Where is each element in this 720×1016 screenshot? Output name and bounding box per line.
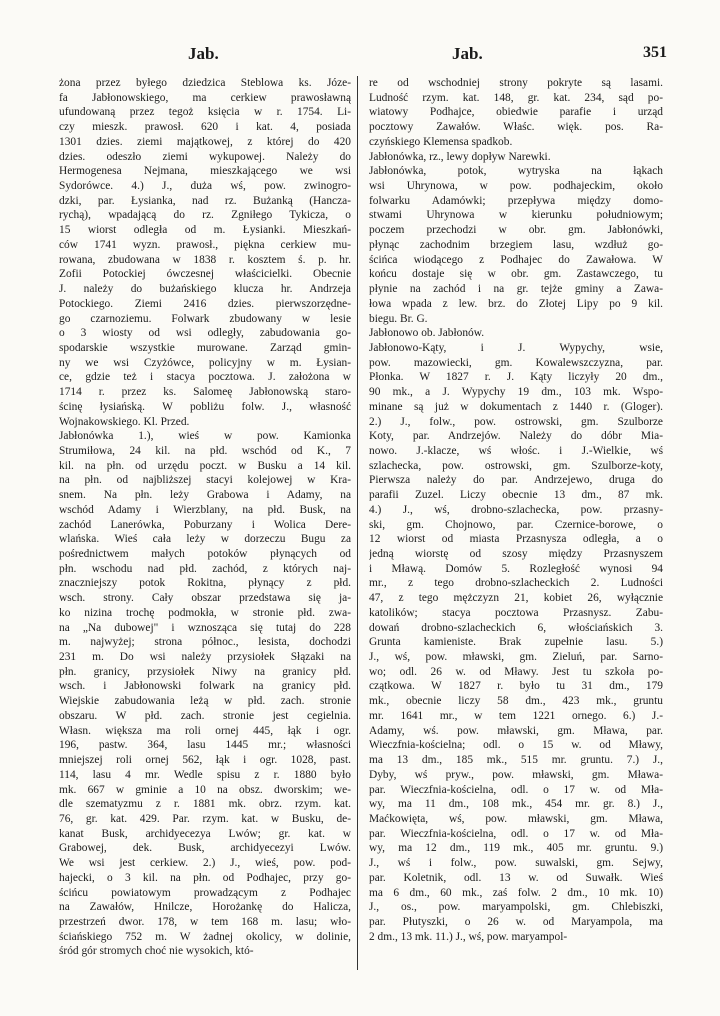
text-line: ścinę łysiańską. W pobliżu folw. J., własność [59, 400, 351, 413]
text-line: wsch. strony. Cały obszar przedstawa się ja- [59, 592, 351, 605]
text-line: Grabowej, dek. Busk, archidyecezyi Lwów. [59, 842, 351, 855]
text-line: spodarskie wszystkie murowane. Zarząd gmin- [59, 341, 351, 354]
text-line: Wieczfnia-kościelna; odl. o 15 w. od Mławy, [369, 739, 663, 752]
text-line: znaczniejszy potok Rokitna, płynący z płd. [59, 577, 351, 590]
text-line: par. Koletnik, odl. 13 w. od Suwałk. Wieś [369, 871, 663, 884]
text-line: mr. 1641 mr., w tem 1221 ornego. 6.) J.- [369, 709, 663, 722]
text-line: katolików; stacya pocztowa Przasnysz. Zabu- [369, 606, 663, 619]
text-line: J. należy do bużańskiego klucza hr. Andrzeja [59, 283, 351, 296]
text-line: 15 wiorst odległa od m. Łysianki. Mieszkań- [59, 224, 351, 237]
text-line: rowana, zbudowana w 1838 r. kosztem ś. p. hr. [59, 253, 351, 266]
text-line: Jabłonowo ob. Jabłonów. [369, 327, 485, 340]
text-line: 90 mk., a J. Wypychy 19 dm., 103 mk. Wspo- [369, 386, 663, 399]
text-line: par. Płutyszki, o 26 w. od Maryampola, ma [369, 915, 663, 928]
text-line: Grunta kamieniste. Brak zupełnie lasu. 5.) [369, 636, 663, 649]
text-line: dzies. odeszło ziemi wykupowej. Należy do [59, 150, 351, 163]
text-line: na Zawałów, Hnilcze, Horożankę do Halicza, [59, 901, 351, 914]
text-line: mk., obecnie liczy 58 dm., 423 mk., gruntu [369, 695, 663, 708]
text-line: 1714 r. przez ks. Salomeę Jabłonowską staro- [59, 386, 351, 399]
text-line: fa Jabłonowskiego, ma cerkiew prawosławną [59, 91, 351, 104]
text-line: Jabłonówka 1.), wieś w pow. Kamionka [59, 430, 351, 443]
text-line: hajecki, o 3 kil. na płn. od Podhajec, przy go- [59, 871, 351, 884]
text-line: łowa wpada z lew. brz. do Złotej Lipy po 9 kil. [369, 297, 663, 310]
text-line: śród gór stromych choć nie wysokich, któ- [59, 945, 254, 958]
text-line: płynąc zachodnim brzegiem lasu, wzdłuż go- [369, 238, 663, 251]
right-column [369, 76, 663, 944]
page-number: 351 [643, 44, 667, 61]
text-line: żona przez byłego dziedzica Steblowa ks. Józe- [59, 77, 351, 89]
text-line: wo; odl. 26 w. od Mławy. Jest tu szkoła po- [369, 665, 663, 678]
text-line: 76, gr. kat. 429. Par. rzym. kat. w Busku, de- [59, 812, 351, 825]
text-line: ko nizina trochę podmokła, w stronie płd. zwa- [59, 606, 351, 619]
text-line: 231 m. Do wsi należy przysiołek Słązaki na [59, 651, 351, 664]
text-line: parafii Zuzel. Liczy obecnie 13 dm., 87 mk. [369, 489, 663, 502]
text-line: minane są już w dokumentach z 1440 r. (Gloger). [369, 400, 663, 413]
text-line: ma 13 dm., 185 mk., 515 mr. gruntu. 7.) J., [369, 754, 663, 767]
text-line: mr., z tego drobno-szlacheckich 2. Ludności [369, 577, 663, 590]
text-line: 114, lasu 4 mr. Wedle spisu z r. 1880 było [59, 768, 351, 781]
text-line: folwarku Adamówki; przepływa między domo- [369, 194, 663, 207]
text-line: mniejszej roli ornej 562, łąk i ogr. 1028, past. [59, 754, 351, 767]
text-line: przestrzeń dwor. 178, w tem 168 m. lasu; wło- [59, 915, 351, 928]
text-line: biegu. Br. G. [369, 312, 428, 325]
text-line: ma 6 dm., 60 mk., zaś folw. 2 dm., 10 mk. 10) [369, 886, 663, 899]
text-line: Adamy, wś. pow. mławski, gm. Mława, par. [369, 724, 663, 737]
text-line: czyńskiego Klemensa spadkob. [369, 135, 513, 148]
text-line: na „Na dubowej" i wznosząca się tutaj do 228 [59, 621, 351, 634]
text-line: szlachecka, pow. ostrowski, gm. Szulborze-koty, [369, 459, 663, 472]
text-line: We wsi jest cerkiew. 2.) J., wieś, pow. pod- [59, 857, 351, 870]
text-line: par. Wieczfnia-kościelna, odl. o 17 w. od Mła- [369, 783, 663, 796]
text-line: dzki, par. Łysianka, nad rz. Bużanką (Hancza- [59, 194, 351, 207]
text-line: Potockiego. Ziemi 2416 dzies. pierwszorzędne- [59, 297, 351, 310]
text-line: pośrednictwem małych potoków płynących od [59, 548, 351, 560]
text-line: ski, gm. Chojnowo, par. Czernice-borowe, o [369, 518, 663, 531]
text-line: wschód Adamy i Wierzblany, na płd. Busk, na [59, 503, 351, 516]
text-line: kanat Busk, archidyecezya Lwów; gr. kat. w [59, 827, 351, 840]
text-line: pow. mazowiecki, gm. Kowalewszczyzna, par. [369, 356, 663, 369]
text-line: ny we wsi Czyżówce, policyjny w m. Łysian- [59, 356, 351, 369]
text-line: i Mławą. Domów 5. Rozległość wynosi 94 [369, 562, 663, 575]
text-line: wy, ma 11 dm., 108 mk., 454 mr. gr. 8.) J., [369, 798, 663, 811]
text-line: Jabłonówka, potok, wytryska na łąkach [369, 165, 663, 178]
text-line: o 3 wiosty od wsi odległy, zabudowania go- [59, 327, 351, 340]
text-line: rychą), wpadającą do rz. Zgniłego Tykicza, o [59, 209, 351, 222]
text-line: wy, ma 12 dm., 119 mk., 405 mr. gruntu. 9.) [369, 842, 663, 855]
text-line: płn. wschodu nad płd. zachód, z których naj- [59, 562, 351, 575]
column-divider [357, 76, 358, 970]
text-line: J., wś i folw., pow. suwalski, gm. Sejwy, [369, 857, 663, 870]
text-line: jedną wiorstę od szosy między Przasnyszem [369, 548, 663, 560]
text-line: nowo. J.-klacze, wś włośc. i J.-Wielkie, wś [369, 444, 663, 457]
text-line: re od wschodniej strony pokryte są lasami. [369, 77, 663, 89]
text-line: stwami Uhrynowa w kierunku południowym; [369, 209, 663, 222]
text-line: dowań drobno-szlacheckich 6, włościańskich 3. [369, 621, 663, 634]
text-line: go czarnoziemu. Folwark zbudowany w lesie [59, 312, 351, 325]
text-line: Sydorówce. 4.) J., duża wś, pow. zwinogro- [59, 180, 351, 193]
running-head-right: Jab. [452, 44, 483, 63]
text-line: Pierwsza należy do par. Andrzejewo, druga do [369, 474, 663, 487]
text-line: Ludność rzym. kat. 148, gr. kat. 234, sąd po- [369, 91, 663, 104]
text-line: ców 1741 wyzn. prawosł., piękna cerkiew mu- [59, 238, 351, 251]
text-line: dle szematyzmu z r. 1881 mk. obrz. rzym. kat. [59, 798, 351, 811]
text-line: Hermogenesa Nejmana, mieszkającego we wsi [59, 165, 351, 178]
text-line: par. Wieczfnia-kościelna, odl. o 17 w. od Mła- [369, 827, 663, 840]
text-line: Maćkowięta, wś, pow. mławski, gm. Mława, [369, 812, 663, 825]
text-line: 196, pastw. 364, lasu 1445 mr.; własności [59, 739, 351, 752]
text-line: Własn. większa ma roli ornej 445, łąk i ogr. [59, 724, 351, 737]
text-line: 1301 dzies. ziemi majątkowej, z której do 420 [59, 135, 351, 148]
text-line: Strumiłowa, 24 kil. na płd. wschód od K., 7 [59, 444, 351, 457]
text-line: pocztowy Zawałów. Właśc. więk. pos. Ra- [369, 121, 663, 134]
text-line: J., os., pow. maryampolski, gm. Chlebiszki, [369, 901, 663, 914]
text-line: ściańskiego 752 m. W żadnej okolicy, w dolinie, [59, 930, 351, 943]
text-line: Zofii Potockiej ówczesnej właścicielki. Obecnie [59, 268, 351, 281]
text-line: wsch. i Jabłonowski folwark na granicy płd. [59, 680, 351, 693]
text-line: 2 dm., 13 mk. 11.) J., wś, pow. maryampol- [369, 930, 568, 943]
text-line: Jabłonowo-Kąty, i J. Wypychy, wsie, [369, 341, 663, 354]
text-line: Jabłonówka, rz., lewy dopływ Narewki. [369, 150, 551, 163]
text-line: wiatowy Podhajce, obiedwie parafie i urząd [369, 106, 663, 119]
text-line: kil. na płn. od urzędu poczt. w Busku a 14 kil. [59, 459, 351, 472]
left-column [59, 76, 351, 959]
text-line: 47, z tego mężczyzn 21, kobiet 26, wyłącznie [369, 592, 663, 605]
text-line: mk. 667 w gminie a 10 na obsz. dworskim; we- [59, 783, 351, 796]
text-line: czątkowa. W 1827 r. było tu 31 dm., 179 [369, 680, 663, 693]
text-line: czy mieszk. prawosł. 620 i kat. 4, posiada [59, 121, 351, 134]
text-line: 4.) J., wś, drobno-szlachecka, pow. przasny- [369, 503, 663, 516]
page-header [0, 44, 720, 68]
text-line: obszaru. W płd. zach. stronie jest cegielnia. [59, 709, 351, 722]
text-line: płn. granicy, przysiołek Niwy na granicy płd. [59, 665, 351, 678]
text-line: Wiejskie zabudowania leżą w płd. zach. stronie [59, 695, 351, 708]
text-line: Koty, par. Andrzejów. Należy do dóbr Mia- [369, 430, 663, 443]
text-line: J., wś, pow. mławski, gm. Zieluń, par. Sarno- [369, 651, 663, 664]
text-line: wlańska. Wieś cała leży w dorzeczu Bugu za [59, 533, 351, 546]
text-line: Wojnakowskiego. Kl. Przed. [59, 415, 190, 428]
text-line: ufundowaną przez tegoż księcia w r. 1754. Li- [59, 106, 351, 119]
text-line: poczem przechodzi w obr. gm. Jabłonówki, [369, 224, 663, 237]
running-head-left: Jab. [188, 44, 219, 63]
text-line: Dyby, wś pryw., pow. mławski, gm. Mława- [369, 768, 663, 781]
text-line: ścińcu powiatowym prowadzącym z Podhajec [59, 886, 351, 899]
text-line: m. najwyżej; strona północ., lesista, dochodzi [59, 636, 351, 649]
text-line: płynie na zachód i na gr. tejże gminy a Zawa- [369, 283, 663, 296]
text-line: snem. Na płn. leży Grabowa i Adamy, na [59, 489, 351, 502]
text-line: Płonka. W 1827 r. J. Kąty liczyły 20 dm., [369, 371, 663, 384]
text-line: końcu dostaje się w obr. gm. Zastawczego, tu [369, 268, 663, 281]
text-line: 2.) J., folw., pow. ostrowski, gm. Szulborze [369, 415, 663, 428]
text-line: wsi Uhrynowa, w pow. podhajeckim, około [369, 180, 663, 193]
text-line: ścińca wiodącego z Podhajec do Zawałowa. W [369, 253, 663, 266]
text-line: ce, gdzie też i stacya pocztowa. J. założona w [59, 371, 351, 384]
text-line: 12 wiorst od miasta Przasnysza odległa, a o [369, 533, 663, 546]
text-line: zachód Lanerówka, Poburzany i Wolica Dere- [59, 518, 351, 531]
text-line: na płn. od najbliższej stacyi kolejowej w Kra- [59, 474, 351, 487]
